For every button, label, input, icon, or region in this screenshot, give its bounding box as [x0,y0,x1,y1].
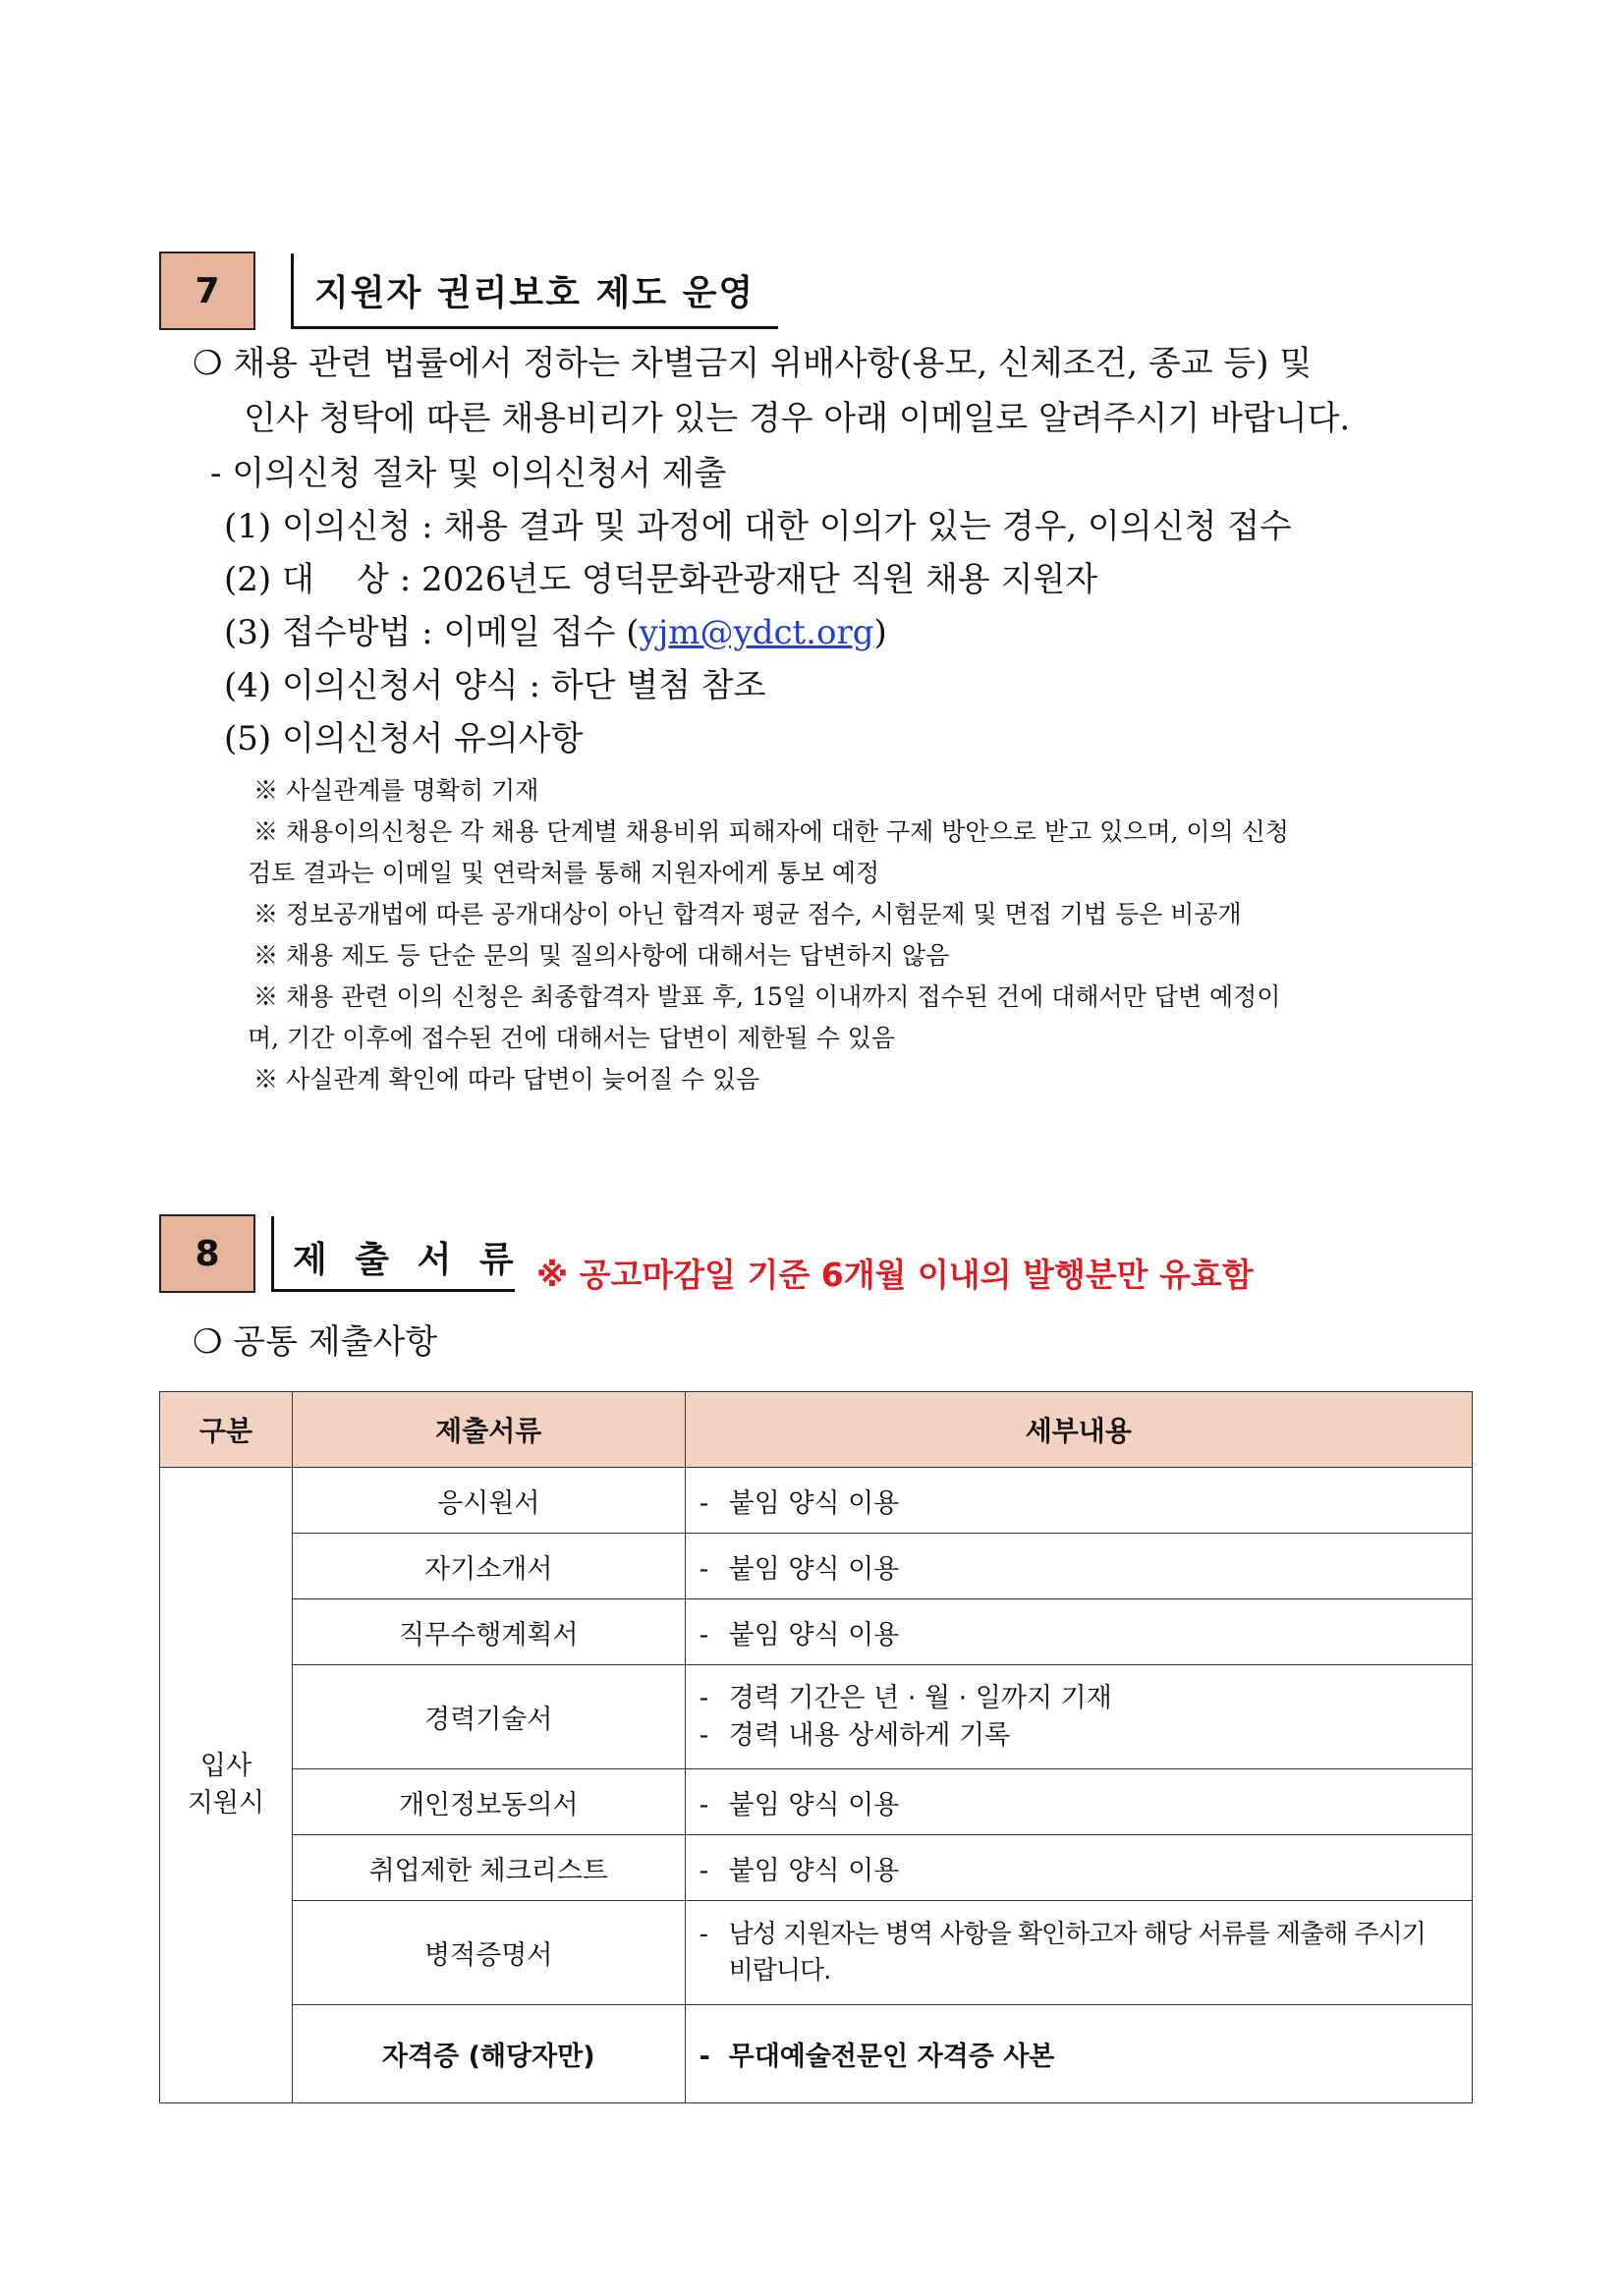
section-7-title: 지원자 권리보호 제도 운영 [314,273,756,313]
procedure-heading: - 이의신청 절차 및 이의신청서 제출 [210,454,727,493]
note-5: ※ 채용 관련 이의 신청은 최종합격자 발표 후, 15일 이내까지 접수된 건에 대해서만 답변 예정이 [253,982,1281,1011]
note-4: ※ 채용 제도 등 단순 문의 및 질의사항에 대해서는 답변하지 않음 [253,941,950,970]
contact-email-link[interactable]: yjm@ydct.org [639,613,874,652]
doc-details: - 붙임 양식 이용 [685,1468,1472,1534]
note-5-cont: 며, 기간 이후에 접수된 건에 대해서는 답변이 제한될 수 있음 [248,1024,896,1052]
intro-line-2: 인사 청탁에 따른 채용비리가 있는 경우 아래 이메일로 알려주시기 바랍니다. [244,399,1351,438]
doc-detail-text: 경력 기간은 년 · 월 · 일까지 기재 [728,1682,1112,1713]
doc-details: - 붙임 양식 이용 [685,1769,1472,1835]
table-row [160,1534,1473,1599]
section-7-number: 7 [159,252,255,330]
doc-detail-text: 경력 내용 상세하게 기록 [728,1719,1011,1751]
doc-name: 자격증 (해당자만) [292,2005,685,2103]
section-7-title-underline [291,326,778,329]
header-category: 구분 [160,1392,293,1468]
table-row [160,1599,1473,1665]
doc-details: - 붙임 양식 이용 [685,1835,1472,1901]
group-label-cell [160,1468,293,2103]
table-header-row [160,1392,1473,1468]
doc-details: - 남성 지원자는 병역 사항을 확인하고자 해당 서류를 제출해 주시기 비랍니다. [685,1901,1472,2005]
doc-details: - 경력 기간은 년 · 월 · 일까지 기재 - 경력 내용 상세하게 기록 [685,1665,1472,1769]
doc-name: 직무수행계획서 [292,1599,685,1665]
note-2: ※ 채용이의신청은 각 채용 단계별 채용비위 피해자에 대한 구제 방안으로 받고 있으며, 이의 신청 [253,817,1289,846]
group-label-line-1: 입사 [199,1751,252,1782]
doc-detail-text: 비랍니다. [728,1955,831,1986]
doc-details: - 무대예술전문인 자격증 사본 [685,2005,1472,2103]
doc-detail-text: 붙임 양식 이용 [728,1487,900,1519]
section-8-title-left-bar [271,1216,274,1289]
doc-detail-text: 무대예술전문인 자격증 사본 [728,2042,1055,2072]
section-7-title-left-bar [291,253,294,326]
procedure-item-3 [224,613,887,653]
doc-detail-text: 붙임 양식 이용 [728,1553,900,1585]
table-row [160,1769,1473,1835]
intro-line-1: ❍ 채용 관련 법률에서 정하는 차별금지 위배사항(용모, 신체조건, 종교 등) 및 [193,344,1313,383]
note-6: ※ 사실관계 확인에 따라 답변이 늦어질 수 있음 [253,1065,760,1093]
procedure-item-3-close: ) [873,613,887,652]
note-1: ※ 사실관계를 명확히 기재 [253,776,539,805]
doc-name: 병적증명서 [292,1901,685,2005]
doc-detail-text: 남성 지원자는 병역 사항을 확인하고자 해당 서류를 제출해 주시기 [728,1920,1426,1950]
table-row [160,2005,1473,2103]
group-label-line-2: 지원시 [187,1788,265,1819]
procedure-item-2: (2) 대 상 : 2026년도 영덕문화관광재단 직원 채용 지원자 [224,560,1098,599]
table-row [160,1901,1473,2005]
validity-warning: ※ 공고마감일 기준 6개월 이내의 발행분만 유효함 [536,1256,1254,1294]
procedure-item-1: (1) 이의신청 : 채용 결과 및 과정에 대한 이의가 있는 경우, 이의신청 접수 [224,507,1292,546]
common-docs-heading: ❍ 공통 제출사항 [193,1322,438,1362]
doc-name: 응시원서 [292,1468,685,1534]
header-document: 제출서류 [292,1392,685,1468]
note-2-cont: 검토 결과는 이메일 및 연락처를 통해 지원자에게 통보 예정 [248,859,880,887]
note-3: ※ 정보공개법에 따른 공개대상이 아닌 합격자 평균 점수, 시험문제 및 면접 기법 등은 비공개 [253,900,1242,928]
doc-details: - 붙임 양식 이용 [685,1534,1472,1599]
doc-details: - 붙임 양식 이용 [685,1599,1472,1665]
procedure-item-5: (5) 이의신청서 유의사항 [224,719,584,758]
procedure-item-4: (4) 이의신청서 양식 : 하단 별첨 참조 [224,666,766,705]
doc-name: 개인정보동의서 [292,1769,685,1835]
doc-detail-text: 붙임 양식 이용 [728,1855,900,1886]
table-row [160,1665,1473,1769]
doc-name: 자기소개서 [292,1534,685,1599]
procedure-item-3-text: (3) 접수방법 : 이메일 접수 ( [224,613,640,652]
doc-name: 취업제한 체크리스트 [292,1835,685,1901]
table-row [160,1835,1473,1901]
doc-detail-text: 붙임 양식 이용 [728,1619,900,1651]
doc-name: 경력기술서 [292,1665,685,1769]
section-8-title-underline [271,1289,515,1292]
table-row [160,1468,1473,1534]
header-details: 세부내용 [685,1392,1472,1468]
section-8-number: 8 [159,1214,255,1293]
doc-detail-text: 붙임 양식 이용 [728,1789,900,1820]
documents-table [159,1391,1473,2103]
section-8-title: 제 출 서 류 [293,1240,522,1280]
